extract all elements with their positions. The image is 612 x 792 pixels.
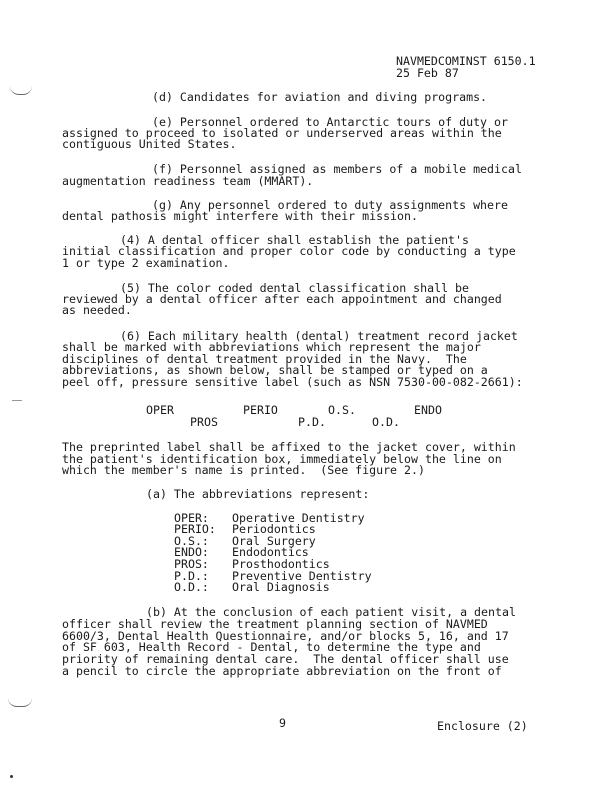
preprinted-line: which the member's name is printed. (See figure 2.): [62, 463, 425, 477]
margin-dot: [10, 775, 13, 778]
label-perio: PERIO: [243, 403, 278, 417]
abbr-meaning: Periodontics: [232, 522, 316, 536]
abbr-meaning: Oral Diagnosis: [232, 580, 330, 594]
para-4-line: (4) A dental officer shall establish the patient's: [120, 233, 470, 247]
abbr-code: ENDO:: [174, 545, 209, 559]
para-5-line: (5) The color coded dental classification shall be: [120, 281, 470, 295]
abbr-meaning: Operative Dentistry: [232, 511, 365, 525]
sub-b-line: officer shall review the treatment planning section of NAVMED: [62, 617, 488, 631]
enclosure-label: Enclosure (2): [437, 719, 528, 733]
preprinted-line: The preprinted label shall be affixed to the jacket cover, within: [62, 440, 516, 454]
margin-mark: [8, 698, 32, 707]
abbr-code: O.S.:: [174, 534, 209, 548]
para-5-line: as needed.: [62, 303, 132, 317]
preprinted-line: the patient's identification box, immediately below the line on: [62, 452, 502, 466]
label-pd: P.D.: [298, 415, 326, 429]
abbr-meaning: Oral Surgery: [232, 534, 316, 548]
abbr-meaning: Prosthodontics: [232, 557, 330, 571]
para-6-line: abbreviations, as shown below, shall be stamped or typed on a: [62, 363, 488, 377]
sub-b-line: 6600/3, Dental Health Questionnaire, and/or blocks 5, 16, and 17: [62, 629, 509, 643]
item-g-line: dental pathosis might interfere with their mission.: [62, 209, 418, 223]
abbr-code: O.D.:: [174, 580, 209, 594]
abbr-code: PROS:: [174, 557, 209, 571]
page-number: 9: [279, 716, 286, 730]
item-d-line: (d) Candidates for aviation and diving programs.: [152, 90, 488, 104]
doc-date: 25 Feb 87: [396, 66, 459, 80]
label-os: O.S.: [328, 403, 356, 417]
abbr-code: OPER:: [174, 511, 209, 525]
item-g-line: (g) Any personnel ordered to duty assignments where: [152, 198, 508, 212]
para-6-line: (6) Each military health (dental) treatment record jacket: [120, 329, 518, 343]
para-4-line: 1 or type 2 examination.: [62, 256, 230, 270]
para-5-line: reviewed by a dental officer after each appointment and changed: [62, 292, 502, 306]
label-od: O.D.: [372, 415, 400, 429]
abbr-code: P.D.:: [174, 569, 209, 583]
abbr-code: PERIO:: [174, 522, 216, 536]
margin-mark: [10, 86, 32, 95]
item-f-line: (f) Personnel assigned as members of a mobile medical: [152, 162, 522, 176]
item-f-line: augmentation readiness team (MMART).: [62, 174, 314, 188]
label-endo: ENDO: [414, 403, 442, 417]
label-pros: PROS: [190, 415, 218, 429]
para-6-line: disciplines of dental treatment provided in the Navy. The: [62, 352, 467, 366]
item-e-line: (e) Personnel ordered to Antarctic tours of duty or: [152, 115, 508, 129]
para-6-line: peel off, pressure sensitive label (such as NSN 7530-00-082-2661):: [62, 375, 523, 389]
label-oper: OPER: [146, 403, 174, 417]
sub-b-line: priority of remaining dental care. The dental officer shall use: [62, 652, 509, 666]
para-4-line: initial classification and proper color code by conducting a type: [62, 244, 516, 258]
para-6-line: shall be marked with abbreviations which represent the major: [62, 340, 481, 354]
doc-id: NAVMEDCOMINST 6150.1: [396, 54, 536, 68]
item-e-line: contiguous United States.: [62, 137, 237, 151]
sub-b-line: of SF 603, Health Record - Dental, to determine the type and: [62, 640, 481, 654]
sub-b-line: (b) At the conclusion of each patient visit, a dental: [146, 605, 516, 619]
item-e-line: assigned to proceed to isolated or underserved areas within the: [62, 126, 502, 140]
abbr-meaning: Preventive Dentistry: [232, 569, 372, 583]
sub-a-heading: (a) The abbreviations represent:: [146, 487, 370, 501]
margin-mark: [12, 400, 22, 401]
sub-b-line: a pencil to circle the appropriate abbreviation on the front of: [62, 664, 502, 678]
abbr-meaning: Endodontics: [232, 545, 309, 559]
